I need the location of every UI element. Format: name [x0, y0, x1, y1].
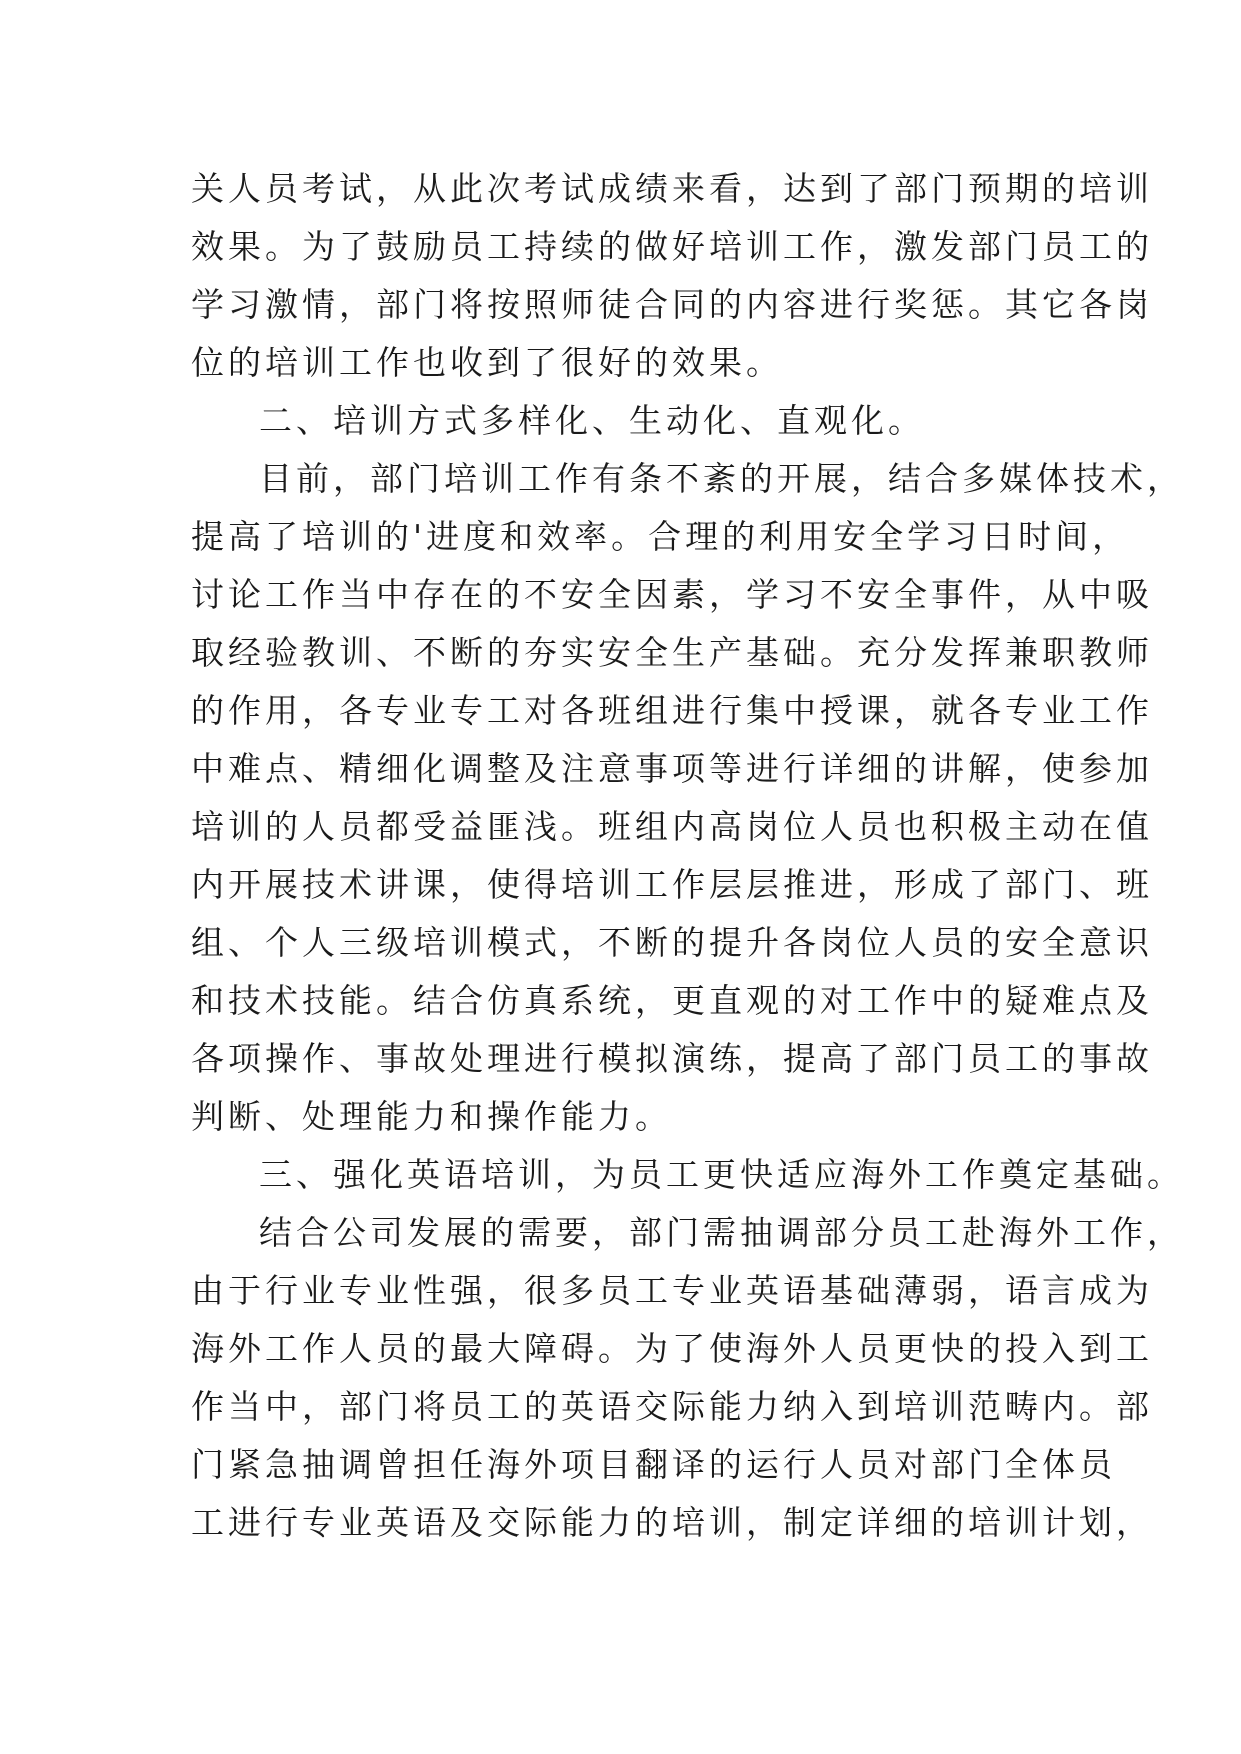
section-heading-3 [191, 1146, 1184, 1204]
section-heading-2 [191, 392, 1053, 450]
heading-text: 二、培训方式多样化、生动化、直观化。 [259, 401, 925, 440]
text-line: 中难点、精细化调整及注意事项等进行详细的讲解，使参加 [191, 749, 1153, 788]
heading-text: 三、强化英语培训，为员工更快适应海外工作奠定基础。 [259, 1155, 1184, 1194]
text-line: 由于行业专业性强，很多员工专业英语基础薄弱，语言成为 [191, 1271, 1153, 1310]
paragraph-english-training [191, 1204, 1184, 1552]
text-line: 海外工作人员的最大障碍。为了使海外人员更快的投入到工 [191, 1329, 1153, 1368]
text-line: 讨论工作当中存在的不安全因素，学习不安全事件，从中吸 [191, 575, 1153, 614]
text-line: 关人员考试，从此次考试成绩来看，达到了部门预期的培训 [191, 169, 1153, 208]
text-line: 目前，部门培训工作有条不紊的开展，结合多媒体技术， [259, 459, 1184, 498]
text-line: 内开展技术讲课，使得培训工作层层推进，形成了部门、班 [191, 865, 1153, 904]
text-line: 的作用，各专业专工对各班组进行集中授课，就各专业工作 [191, 691, 1153, 730]
text-line: 组、个人三级培训模式，不断的提升各岗位人员的安全意识 [191, 923, 1153, 962]
document-body [191, 160, 1184, 1552]
text-line: 学习激情，部门将按照师徒合同的内容进行奖惩。其它各岗 [191, 285, 1153, 324]
text-line: 取经验教训、不断的夯实安全生产基础。充分发挥兼职教师 [191, 633, 1153, 672]
text-line: 工进行专业英语及交际能力的培训，制定详细的培训计划， [191, 1503, 1153, 1542]
text-line: 判断、处理能力和操作能力。 [191, 1097, 672, 1136]
text-line: 各项操作、事故处理进行模拟演练，提高了部门员工的事故 [191, 1039, 1153, 1078]
text-line: 效果。为了鼓励员工持续的做好培训工作，激发部门员工的 [191, 227, 1153, 266]
text-line: 和技术技能。结合仿真系统，更直观的对工作中的疑难点及 [191, 981, 1153, 1020]
paragraph-training-results [191, 160, 1153, 392]
text-line: 位的培训工作也收到了很好的效果。 [191, 343, 783, 382]
text-line: 门紧急抽调曾担任海外项目翻译的运行人员对部门全体员 [191, 1445, 1116, 1484]
text-line: 结合公司发展的需要，部门需抽调部分员工赴海外工作， [259, 1213, 1184, 1252]
paragraph-training-methods [191, 450, 1184, 1146]
text-line: 提高了培训的'进度和效率。合理的利用安全学习日时间， [191, 517, 1130, 556]
text-line: 作当中，部门将员工的英语交际能力纳入到培训范畴内。部 [191, 1387, 1153, 1426]
text-line: 培训的人员都受益匪浅。班组内高岗位人员也积极主动在值 [191, 807, 1153, 846]
